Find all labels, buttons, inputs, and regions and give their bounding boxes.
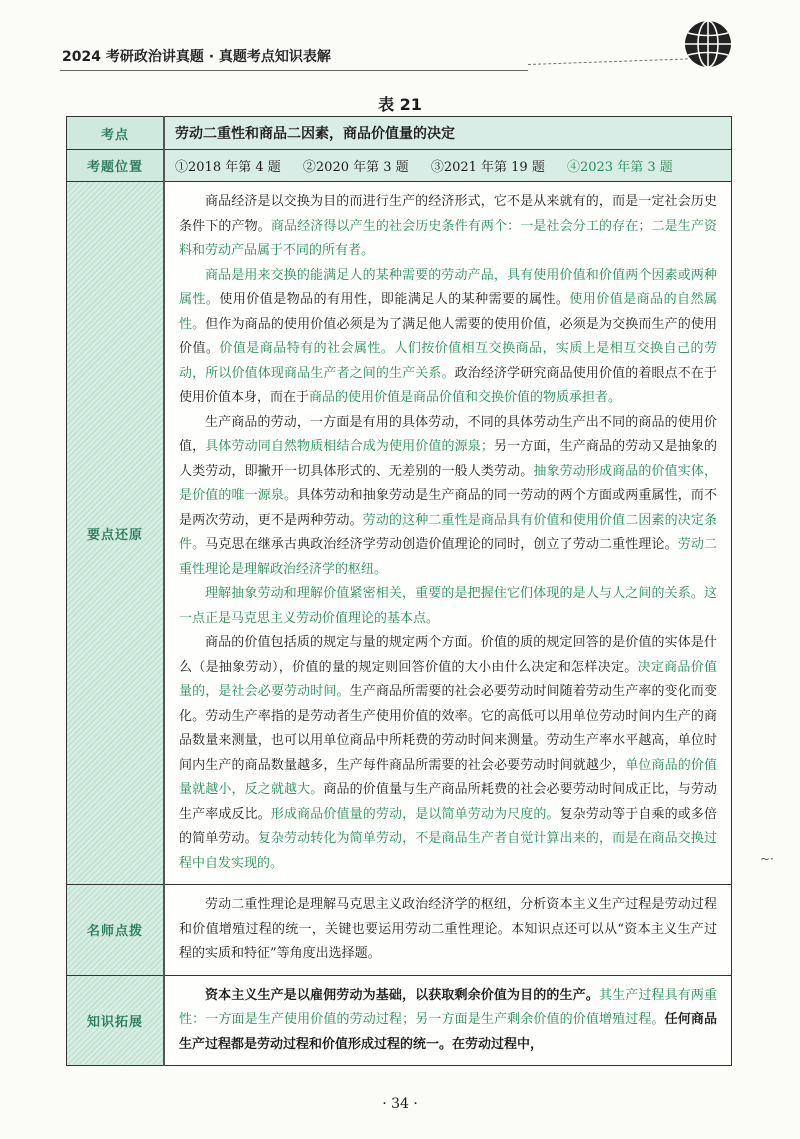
body-text: 商品的价值量与生产商品所耗费的社会必要劳动时间成正比，与劳动生产率成反比。 — [179, 782, 717, 822]
position-item: ④2023 年第 3 题 — [566, 160, 673, 175]
extension-label: 知识拓展 — [67, 975, 165, 1066]
highlighted-text: 决定商品价值量的，是社会必要劳动时间。 — [179, 659, 717, 699]
position-item: ②2020 年第 3 题 — [302, 160, 409, 175]
body-text: 政治经济学研究商品使用价值的着眼点不在于使用价值本身，而在于 — [179, 365, 717, 405]
points-paragraph — [179, 411, 717, 583]
position-row — [67, 150, 732, 182]
highlighted-text: 具体劳动同自然物质相结合成为使用价值的源泉； — [205, 439, 494, 454]
highlighted-text: 理解抽象劳动和理解价值紧密相关，重要的是把握住它们体现的是人与人之间的关系。这一点正是马克思主义劳动价值理论的基本点。 — [179, 586, 717, 626]
points-paragraph — [179, 631, 717, 876]
header-rule — [60, 70, 528, 71]
points-row — [67, 182, 732, 885]
highlighted-text: 抽象劳动形成商品的价值实体，是价值的唯一源泉。 — [179, 463, 717, 503]
extension-paragraph — [179, 984, 717, 1058]
topic-label: 考点 — [67, 117, 165, 150]
highlighted-text: 商品经济得以产生的社会历史条件有两个：一是社会分工的存在；二是生产资料和劳动产品属于不同的所有者。 — [179, 218, 717, 258]
points-paragraph — [179, 264, 717, 411]
table-title: 表 21 — [378, 95, 422, 114]
globe-icon — [682, 18, 734, 70]
header-dash — [528, 58, 688, 65]
body-text: 资本主义生产是以雇佣劳动为基础，以获取剩余价值为目的的生产。 — [205, 987, 599, 1003]
position-label: 考题位置 — [67, 150, 165, 182]
highlighted-text: 商品是用来交换的能满足人的某种需要的劳动产品，具有使用价值和价值两个因素或两种属性。 — [179, 267, 717, 307]
extension-row — [67, 975, 732, 1066]
teacher-text: 劳动二重性理论是理解马克思主义政治经济学的枢纽，分析资本主义生产过程是劳动过程和价值增殖过程的统一，关键也要运用劳动二重性理论。本知识点还可以从“资本主义生产过程的实质和特征”等角度出选择题。 — [179, 897, 717, 961]
body-text: 商品经济是以交换为目的而进行生产的经济形式，它不是从来就有的，而是一定社会历史条件下的产物。 — [179, 194, 717, 234]
highlighted-text: 形成商品价值量的劳动，是以简单劳动为尺度的。 — [270, 806, 560, 822]
body-text: 另一方面，生产商品的劳动又是抽象的人类劳动，即撇开一切具体形式的、无差别的一般人类劳动。 — [179, 439, 717, 479]
body-text: 马克思在继承古典政治经济学劳动创造价值理论的同时，创立了劳动二重性理论。 — [205, 537, 678, 552]
points-label: 要点还原 — [67, 182, 165, 885]
highlighted-text: 价值是商品特有的社会属性。人们按价值相互交换商品，实质上是相互交换自己的劳动，所以价值体现商品生产者之间的生产关系。 — [179, 341, 717, 381]
teacher-row — [67, 885, 732, 976]
highlighted-text: 使用价值是商品的自然属性。 — [179, 292, 717, 332]
running-header: 2024 考研政治讲真题 · 真题考点知识表解 — [62, 49, 331, 65]
body-text: 复杂劳动等于自乘的或多倍的简单劳动。 — [179, 806, 717, 846]
body-text: 使用价值是物品的有用性，即能满足人的某种需要的属性。 — [219, 292, 570, 307]
body-text: 具体劳动和抽象劳动是生产商品的同一劳动的两个方面或两重属性，而不是两次劳动，更不是两种劳动。 — [179, 488, 717, 528]
body-text: 商品的价值包括质的规定与量的规定两个方面。价值的质的规定回答的是价值的实体是什么（是抽象劳动），价值的量的规定则回答价值的大小由什么决定和怎样决定。 — [179, 635, 717, 675]
highlighted-text: 劳动二重性理论是理解政治经济学的枢纽。 — [179, 537, 717, 577]
highlighted-text: 其生产过程具有两重性：一方面是生产使用价值的劳动过程；另一方面是生产剩余价值的价值增殖过程。 — [179, 987, 717, 1027]
body-text: 但作为商品的使用价值必须是为了满足他人需要的使用价值，必须是为交换而生产的使用价值。 — [179, 316, 717, 356]
body-text: 任何商品生产过程都是劳动过程和价值形成过程的统一。 — [179, 1012, 717, 1052]
topic-row — [67, 117, 732, 150]
highlighted-text: 复杂劳动转化为简单劳动，不是商品生产者自觉计算出来的，而是在商品交换过程中自发实现的。 — [179, 831, 717, 871]
position-item: ③2021 年第 19 题 — [430, 160, 545, 175]
scan-speck: ~· — [760, 852, 774, 866]
highlighted-text: 商品的使用价值是商品价值和交换价值的物质承担者。 — [309, 390, 622, 405]
body-text: 生产商品所需要的社会必要劳动时间随着劳动生产率的变化而变化。劳动生产率指的是劳动者生产使用价值的效率。它的高低可以用单位劳动时间内生产的商品数量来测量，也可以用单位商品中所耗费的劳动时间来测量。劳动生产率水平越高，单位时间内生产的商品数量越多，生产每件商品所需要的社会必要劳动时间就越少， — [179, 684, 717, 773]
topic-value: 劳动二重性和商品二因素，商品价值量的决定 — [164, 117, 732, 150]
extension-body — [164, 975, 732, 1066]
points-paragraph — [179, 582, 717, 631]
position-item: ①2018 年第 4 题 — [175, 160, 281, 175]
teacher-body — [164, 885, 732, 976]
body-text: 在劳动过程中， — [452, 1036, 544, 1052]
highlighted-text: 劳动的这种二重性是商品具有价值和使用价值二因素的决定条件。 — [179, 512, 717, 552]
points-paragraph — [179, 190, 717, 264]
teacher-label: 名师点拨 — [67, 885, 165, 976]
highlighted-text: 单位商品的价值量就越小，反之就越大。 — [179, 757, 717, 797]
position-value — [164, 150, 732, 182]
page-number: · 34 · — [382, 1096, 418, 1112]
body-text: 生产商品的劳动，一方面是有用的具体劳动，不同的具体劳动生产出不同的商品的使用价值， — [179, 414, 717, 454]
points-body — [164, 182, 732, 885]
knowledge-table — [66, 116, 732, 1066]
